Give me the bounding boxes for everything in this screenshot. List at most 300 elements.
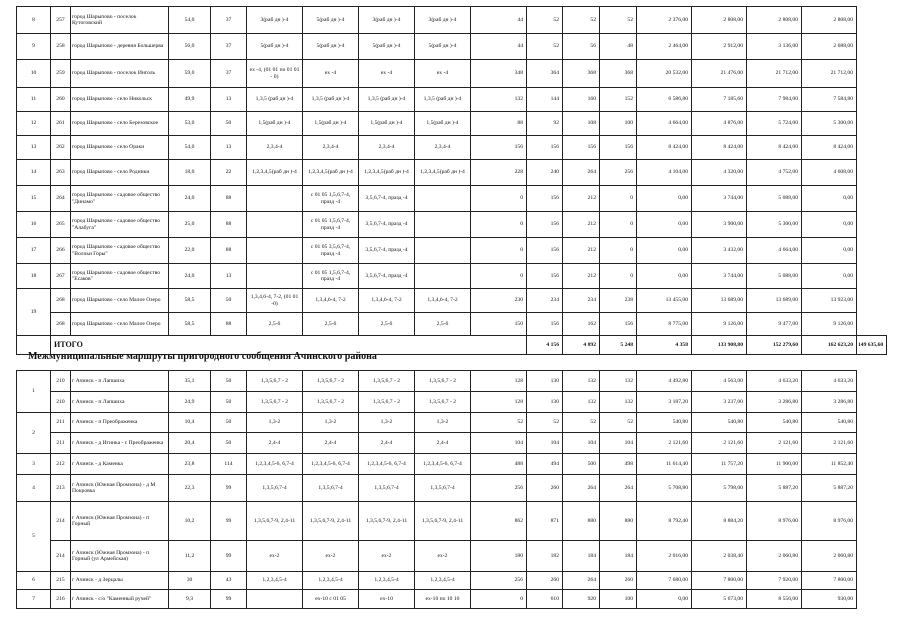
volume-v2: 2 121,60 <box>692 433 747 454</box>
trips-r1: 488 <box>471 454 527 475</box>
trips-r1: 256 <box>471 475 527 502</box>
route-number: 213 <box>51 475 71 502</box>
volume-v1: 13 455,00 <box>637 289 692 313</box>
route-length: 25,0 <box>169 212 211 238</box>
schedule-s4: 3(раб дн )-4 <box>415 7 471 34</box>
route-number: 267 <box>51 264 71 289</box>
volume-v2: 7 800,00 <box>692 572 747 590</box>
table-row <box>17 313 887 336</box>
table-row <box>17 289 887 313</box>
volume-v1: 0,00 <box>637 212 692 238</box>
volume-v3: 3 286,80 <box>747 392 802 413</box>
volume-v4: 2 121,60 <box>802 433 857 454</box>
volume-v3: 5 088,00 <box>747 186 802 212</box>
trips-r2: 52 <box>527 34 563 60</box>
schedule-s2: ex-2 <box>303 541 359 572</box>
schedule-s4: 1,2,3,4,5-4 <box>415 572 471 590</box>
volume-v2: 3 900,00 <box>692 212 747 238</box>
volume-v1: 2 376,00 <box>637 7 692 34</box>
schedule-s3: 1,3,5,6,7 - 2 <box>359 392 415 413</box>
route-name: г Ачинск - д Каменка <box>71 454 169 475</box>
total-r1: 4 156 <box>527 336 563 355</box>
trips-r2: 130 <box>527 392 563 413</box>
volume-v4: 540,80 <box>802 413 857 433</box>
trips-r2: 182 <box>527 541 563 572</box>
trips-r3: 56 <box>563 34 600 60</box>
total-v3: 162 623,20 <box>802 336 857 355</box>
bus-class: 88 <box>211 212 247 238</box>
trips-r1: 256 <box>471 572 527 590</box>
table-row <box>17 7 887 34</box>
route-name: город Шарыпово - село Никольск <box>71 88 169 112</box>
volume-v3: 7 984,00 <box>747 88 802 112</box>
schedule-s1: 1,3,5,6,7-9, 2,4-11 <box>247 502 303 541</box>
row-index: 15 <box>17 186 51 212</box>
schedule-s1: 1,3,5 (раб дн )-4 <box>247 88 303 112</box>
bus-class: 50 <box>211 413 247 433</box>
volume-v3: 4 664,00 <box>747 238 802 264</box>
total-v2: 152 279,60 <box>747 336 802 355</box>
route-length: 49,9 <box>169 88 211 112</box>
route-number: 257 <box>51 7 71 34</box>
trips-r4: 0 <box>600 212 637 238</box>
volume-v3: 11 900,00 <box>747 454 802 475</box>
volume-v3: 5 724,00 <box>747 112 802 136</box>
trips-r2: 240 <box>527 160 563 186</box>
route-number: 265 <box>51 212 71 238</box>
trips-r2: 871 <box>527 502 563 541</box>
volume-v4: 8 976,00 <box>802 502 857 541</box>
bus-class: 50 <box>211 289 247 313</box>
route-name: г Ачинск (Южная Промзона) - п Горный <box>71 502 169 541</box>
schedule-s3: 3(раб дн )-4 <box>359 7 415 34</box>
trips-r2: 130 <box>527 371 563 392</box>
route-length: 24,9 <box>169 392 211 413</box>
route-name: г Ачинск - п Преображенка <box>71 413 169 433</box>
volume-v4: 11 852,40 <box>802 454 857 475</box>
volume-v4: 8 424,00 <box>802 136 857 160</box>
bus-class: 99 <box>211 475 247 502</box>
schedule-s3: 2,4-4 <box>359 433 415 454</box>
route-number: 215 <box>51 572 71 590</box>
row-index: 14 <box>17 160 51 186</box>
route-length: 54,0 <box>169 7 211 34</box>
schedule-s4: ex-10 по 10 10 <box>415 590 471 609</box>
bus-class: 50 <box>211 112 247 136</box>
route-length: 11,2 <box>169 541 211 572</box>
trips-r3: 234 <box>563 289 600 313</box>
trips-r1: 862 <box>471 502 527 541</box>
schedule-s2: 5(раб дн )-4 <box>303 34 359 60</box>
schedule-s2: с 01 05 1,5,6,7-4, празд -4 <box>303 264 359 289</box>
route-number: 216 <box>51 590 71 609</box>
schedule-s1: 1,3,5,6,7 - 2 <box>247 371 303 392</box>
row-index: 17 <box>17 238 51 264</box>
volume-v2: 3 237,00 <box>692 392 747 413</box>
trips-r2: 260 <box>527 475 563 502</box>
trips-r3: 184 <box>563 541 600 572</box>
table-row <box>17 212 887 238</box>
trips-r3: 264 <box>563 160 600 186</box>
trips-r3: 920 <box>563 590 600 609</box>
schedule-s3: 3,5,6,7-4, празд -4 <box>359 186 415 212</box>
volume-v3: 13 689,00 <box>747 289 802 313</box>
route-name: город Шарыпово - село Малое Озеро <box>71 289 169 313</box>
trips-r2: 364 <box>527 60 563 88</box>
route-name: город Шарыпово - село Березовское <box>71 112 169 136</box>
trips-r2: 156 <box>527 313 563 336</box>
volume-v1: 4 492,80 <box>637 371 692 392</box>
section-heading: Межмуниципальные маршруты пригородного сообщения Ачинского района <box>28 351 377 362</box>
trips-r1: 0 <box>471 186 527 212</box>
volume-v3: 8 976,00 <box>747 502 802 541</box>
volume-v2: 2 038,40 <box>692 541 747 572</box>
schedule-s3: 1,3-2 <box>359 413 415 433</box>
trips-r1: 0 <box>471 238 527 264</box>
schedule-s3: ex-10 <box>359 590 415 609</box>
schedule-s1: 1,5(раб дн )-4 <box>247 112 303 136</box>
volume-v2: 8 884,20 <box>692 502 747 541</box>
schedule-s2: 1,2,3,4,5-4 <box>303 572 359 590</box>
volume-v3: 4 752,00 <box>747 160 802 186</box>
route-number: 261 <box>51 112 71 136</box>
route-length: 20,4 <box>169 433 211 454</box>
schedule-s4: 1,3,5,6,7 - 2 <box>415 392 471 413</box>
route-name: город Шарыпово - садовое общество "Волчьи Горы" <box>71 238 169 264</box>
route-length: 22,0 <box>169 238 211 264</box>
trips-r2: 144 <box>527 88 563 112</box>
row-index: 1 <box>17 371 51 413</box>
volume-v4: 0,00 <box>802 212 857 238</box>
row-index: 6 <box>17 572 51 590</box>
volume-v1: 8 424,00 <box>637 136 692 160</box>
schedule-s2: 1,3,5,6,7 - 2 <box>303 371 359 392</box>
trips-r1: 228 <box>471 160 527 186</box>
bus-class: 99 <box>211 502 247 541</box>
schedule-s4: 1,3-2 <box>415 413 471 433</box>
table-row <box>17 112 887 136</box>
schedule-s1: 1,2,3,4,5-6, 6,7-4 <box>247 454 303 475</box>
volume-v2: 4 320,00 <box>692 160 747 186</box>
row-index: 16 <box>17 212 51 238</box>
route-name: город Шарыпово - село Малое Озеро <box>71 313 169 336</box>
schedule-s3: 1,3,4,6-4, 7-2 <box>359 289 415 313</box>
trips-r1: 150 <box>471 313 527 336</box>
trips-r3: 104 <box>563 433 600 454</box>
bus-class: 37 <box>211 60 247 88</box>
table-row <box>17 433 857 454</box>
schedule-s3: 1,3,5 (раб дн )-4 <box>359 88 415 112</box>
row-index: 7 <box>17 590 51 609</box>
bus-class: 88 <box>211 238 247 264</box>
schedule-s3: 1,3,5,6,7-9, 2,4-11 <box>359 502 415 541</box>
table-row <box>17 60 887 88</box>
table-row <box>17 502 857 541</box>
table-row <box>17 238 887 264</box>
row-index: 19 <box>17 289 51 336</box>
trips-r1: 230 <box>471 289 527 313</box>
volume-v1: 4 104,00 <box>637 160 692 186</box>
schedule-s1: 1,3,4,6-4, 7-2, (01 01 -0) <box>247 289 303 313</box>
total-v4: 149 635,60 <box>857 336 887 355</box>
volume-v2: 2 912,00 <box>692 34 747 60</box>
route-name: город Шарыпово - поселок Кутоговский <box>71 7 169 34</box>
schedule-s3: 3,5,6,7-4, празд -4 <box>359 238 415 264</box>
volume-v2: 5 798,00 <box>692 475 747 502</box>
volume-v2: 5 673,00 <box>692 590 747 609</box>
volume-v2: 3 744,00 <box>692 186 747 212</box>
row-index: 13 <box>17 136 51 160</box>
trips-r4: 132 <box>600 392 637 413</box>
volume-v1: 2 121,60 <box>637 433 692 454</box>
schedule-s2: 1,3,4,6-4, 7-2 <box>303 289 359 313</box>
trips-r1: 180 <box>471 541 527 572</box>
trips-r3: 212 <box>563 212 600 238</box>
schedule-s2: 1,3,5,6,7 - 2 <box>303 392 359 413</box>
row-index: 5 <box>17 502 51 572</box>
route-number: 266 <box>51 238 71 264</box>
table-row <box>17 572 857 590</box>
trips-r2: 610 <box>527 590 563 609</box>
trips-r3: 368 <box>563 60 600 88</box>
schedule-s4: 2,5-6 <box>415 313 471 336</box>
bus-class: 114 <box>211 454 247 475</box>
schedule-s2: 1,3-2 <box>303 413 359 433</box>
volume-v3: 5 887,20 <box>747 475 802 502</box>
schedule-s1 <box>247 212 303 238</box>
schedule-s3: 3,5,6,7-4, празд -4 <box>359 212 415 238</box>
route-number: 210 <box>51 371 71 392</box>
volume-v4: 7 584,80 <box>802 88 857 112</box>
route-number: 260 <box>51 88 71 112</box>
total-r2: 4 892 <box>563 336 600 355</box>
bus-class: 99 <box>211 590 247 609</box>
volume-v4: 0,00 <box>802 264 857 289</box>
trips-r1: 348 <box>471 60 527 88</box>
table-row <box>17 264 887 289</box>
trips-r4: 100 <box>600 590 637 609</box>
bus-class: 50 <box>211 433 247 454</box>
volume-v2: 3 744,00 <box>692 264 747 289</box>
routes-table-achinsk <box>16 370 857 609</box>
schedule-s2: ex-10 с 01 05 <box>303 590 359 609</box>
volume-v2: 21 476,00 <box>692 60 747 88</box>
route-length: 10,4 <box>169 413 211 433</box>
trips-r4: 264 <box>600 475 637 502</box>
bus-class: 13 <box>211 136 247 160</box>
volume-v3: 8 556,00 <box>747 590 802 609</box>
trips-r1: 44 <box>471 7 527 34</box>
trips-r2: 156 <box>527 186 563 212</box>
route-length: 54,0 <box>169 136 211 160</box>
route-length: 35,1 <box>169 371 211 392</box>
route-number: 258 <box>51 34 71 60</box>
trips-r3: 162 <box>563 313 600 336</box>
trips-r4: 152 <box>600 88 637 112</box>
table-row <box>17 34 887 60</box>
trips-r4: 498 <box>600 454 637 475</box>
row-index: 2 <box>17 413 51 454</box>
route-number: 214 <box>51 502 71 541</box>
volume-v2: 8 424,00 <box>692 136 747 160</box>
schedule-s4: 2,4-4 <box>415 433 471 454</box>
route-length: 56,0 <box>169 34 211 60</box>
schedule-s1: ex -4, (01 01 по 01 01 - 0) <box>247 60 303 88</box>
row-index: 10 <box>17 60 51 88</box>
route-name: г Ачинск - п Лапшиха <box>71 371 169 392</box>
trips-r3: 500 <box>563 454 600 475</box>
schedule-s3: 3,5,6,7-4, празд -4 <box>359 264 415 289</box>
volume-v3: 2 060,80 <box>747 541 802 572</box>
row-index: 11 <box>17 88 51 112</box>
schedule-s1: 1,3,5,6,7-4 <box>247 475 303 502</box>
trips-r2: 156 <box>527 212 563 238</box>
schedule-s2: 1,5(раб дн )-4 <box>303 112 359 136</box>
route-number: 210 <box>51 392 71 413</box>
bus-class: 13 <box>211 264 247 289</box>
bus-class: 50 <box>211 392 247 413</box>
table-row <box>17 475 857 502</box>
trips-r4: 0 <box>600 264 637 289</box>
route-number: 264 <box>51 186 71 212</box>
schedule-s4: 1,2,3,4,5-6, 6,7-4 <box>415 454 471 475</box>
trips-r4: 100 <box>600 112 637 136</box>
route-length: 53,0 <box>169 112 211 136</box>
trips-r1: 44 <box>471 34 527 60</box>
volume-v2: 13 689,00 <box>692 289 747 313</box>
trips-r2: 104 <box>527 433 563 454</box>
trips-r3: 880 <box>563 502 600 541</box>
trips-r4: 48 <box>600 34 637 60</box>
schedule-s3: 1,5(раб дн )-4 <box>359 112 415 136</box>
trips-r4: 104 <box>600 433 637 454</box>
route-name: город Шарыпово - поселок Инголь <box>71 60 169 88</box>
volume-v3: 5 088,00 <box>747 264 802 289</box>
trips-r1: 156 <box>471 136 527 160</box>
volume-v2: 11 757,20 <box>692 454 747 475</box>
volume-v4: 4 608,00 <box>802 160 857 186</box>
schedule-s4: 1,3,5,6,7-4 <box>415 475 471 502</box>
volume-v4: 2 688,00 <box>802 34 857 60</box>
trips-r4: 0 <box>600 186 637 212</box>
trips-r1: 128 <box>471 371 527 392</box>
bus-class: 43 <box>211 572 247 590</box>
schedule-s1: 2,3,4-4 <box>247 136 303 160</box>
trips-r4: 260 <box>600 572 637 590</box>
volume-v1: 3 187,20 <box>637 392 692 413</box>
table-row <box>17 88 887 112</box>
schedule-s4: 2,3,4-4 <box>415 136 471 160</box>
trips-r3: 264 <box>563 475 600 502</box>
schedule-s2: 2,3,4-4 <box>303 136 359 160</box>
total-v1: 133 908,80 <box>692 336 747 355</box>
schedule-s2: 5(раб дн )-4 <box>303 7 359 34</box>
table-row <box>17 392 857 413</box>
volume-v2: 4 563,00 <box>692 371 747 392</box>
volume-v1: 540,80 <box>637 413 692 433</box>
route-number: 211 <box>51 433 71 454</box>
volume-v4: 13 923,00 <box>802 289 857 313</box>
schedule-s2: с 01 05 1,5,6,7-4, празд -4 <box>303 212 359 238</box>
row-index: 18 <box>17 264 51 289</box>
schedule-s1 <box>247 238 303 264</box>
schedule-s3: ex -4 <box>359 60 415 88</box>
trips-r1: 52 <box>471 413 527 433</box>
volume-v2: 540,80 <box>692 413 747 433</box>
route-name: город Шарыпово - село Ораки <box>71 136 169 160</box>
route-name: город Шарыпово - село Родники <box>71 160 169 186</box>
schedule-s3: 1,2,3,4,5-6, 6,7-4 <box>359 454 415 475</box>
routes-table-sharypovo <box>16 6 887 355</box>
trips-r1: 0 <box>471 212 527 238</box>
trips-r4: 238 <box>600 289 637 313</box>
volume-v4: 5 887,20 <box>802 475 857 502</box>
trips-r4: 52 <box>600 7 637 34</box>
volume-v3: 21 712,00 <box>747 60 802 88</box>
trips-r4: 156 <box>600 313 637 336</box>
route-length: 58,5 <box>169 289 211 313</box>
table-row <box>17 186 887 212</box>
schedule-s4: 1,3,5,6,7-9, 2,4-11 <box>415 502 471 541</box>
schedule-s1: 5(раб дн )-4 <box>247 34 303 60</box>
schedule-s3: 1,3,5,6,7 - 2 <box>359 371 415 392</box>
schedule-s4: 1,3,5 (раб дн )-4 <box>415 88 471 112</box>
total-r4: 4 358 <box>637 336 692 355</box>
schedule-s4: 1,3,4,6-4, 7-2 <box>415 289 471 313</box>
schedule-s4: 1,3,5,6,7 - 2 <box>415 371 471 392</box>
route-name: г Ачинск - с/о "Каменный ручей" <box>71 590 169 609</box>
trips-r4: 156 <box>600 136 637 160</box>
trips-r4: 52 <box>600 413 637 433</box>
schedule-s2: 2,5-6 <box>303 313 359 336</box>
row-index: 12 <box>17 112 51 136</box>
volume-v3: 4 633,20 <box>747 371 802 392</box>
volume-v4: 930,00 <box>802 590 857 609</box>
trips-r2: 234 <box>527 289 563 313</box>
schedule-s2: 1,2,3,4,5-6, 6,7-4 <box>303 454 359 475</box>
route-number: 268 <box>51 289 71 313</box>
trips-r3: 212 <box>563 186 600 212</box>
route-name: г Ачинск - д Зерцалы <box>71 572 169 590</box>
schedule-s1: 3(раб дн )-4 <box>247 7 303 34</box>
trips-r3: 52 <box>563 7 600 34</box>
route-number: 263 <box>51 160 71 186</box>
volume-v1: 2 016,00 <box>637 541 692 572</box>
volume-v1: 11 614,40 <box>637 454 692 475</box>
table-row <box>17 136 887 160</box>
volume-v3: 8 424,00 <box>747 136 802 160</box>
volume-v4: 7 800,00 <box>802 572 857 590</box>
route-name: город Шарыпово - садовое общество "Динамо" <box>71 186 169 212</box>
volume-v2: 9 126,00 <box>692 313 747 336</box>
bus-class: 50 <box>211 371 247 392</box>
route-number: 262 <box>51 136 71 160</box>
route-name: г Ачинск (Южная Промзона) - п Горный (ул Армейская) <box>71 541 169 572</box>
volume-v2: 4 876,00 <box>692 112 747 136</box>
volume-v2: 3 432,00 <box>692 238 747 264</box>
table-row <box>17 160 887 186</box>
schedule-s4: ex -4 <box>415 60 471 88</box>
route-name: г Ачинск - п Лапшиха <box>71 392 169 413</box>
schedule-s2: с 01 05 3,5,6,7-4, празд -4 <box>303 238 359 264</box>
trips-r4: 0 <box>600 238 637 264</box>
bus-class: 22 <box>211 160 247 186</box>
route-number: 214 <box>51 541 71 572</box>
volume-v3: 7 920,00 <box>747 572 802 590</box>
schedule-s2: 1,2,3,4,5(раб дн )-4 <box>303 160 359 186</box>
volume-v1: 8 775,00 <box>637 313 692 336</box>
trips-r3: 212 <box>563 264 600 289</box>
